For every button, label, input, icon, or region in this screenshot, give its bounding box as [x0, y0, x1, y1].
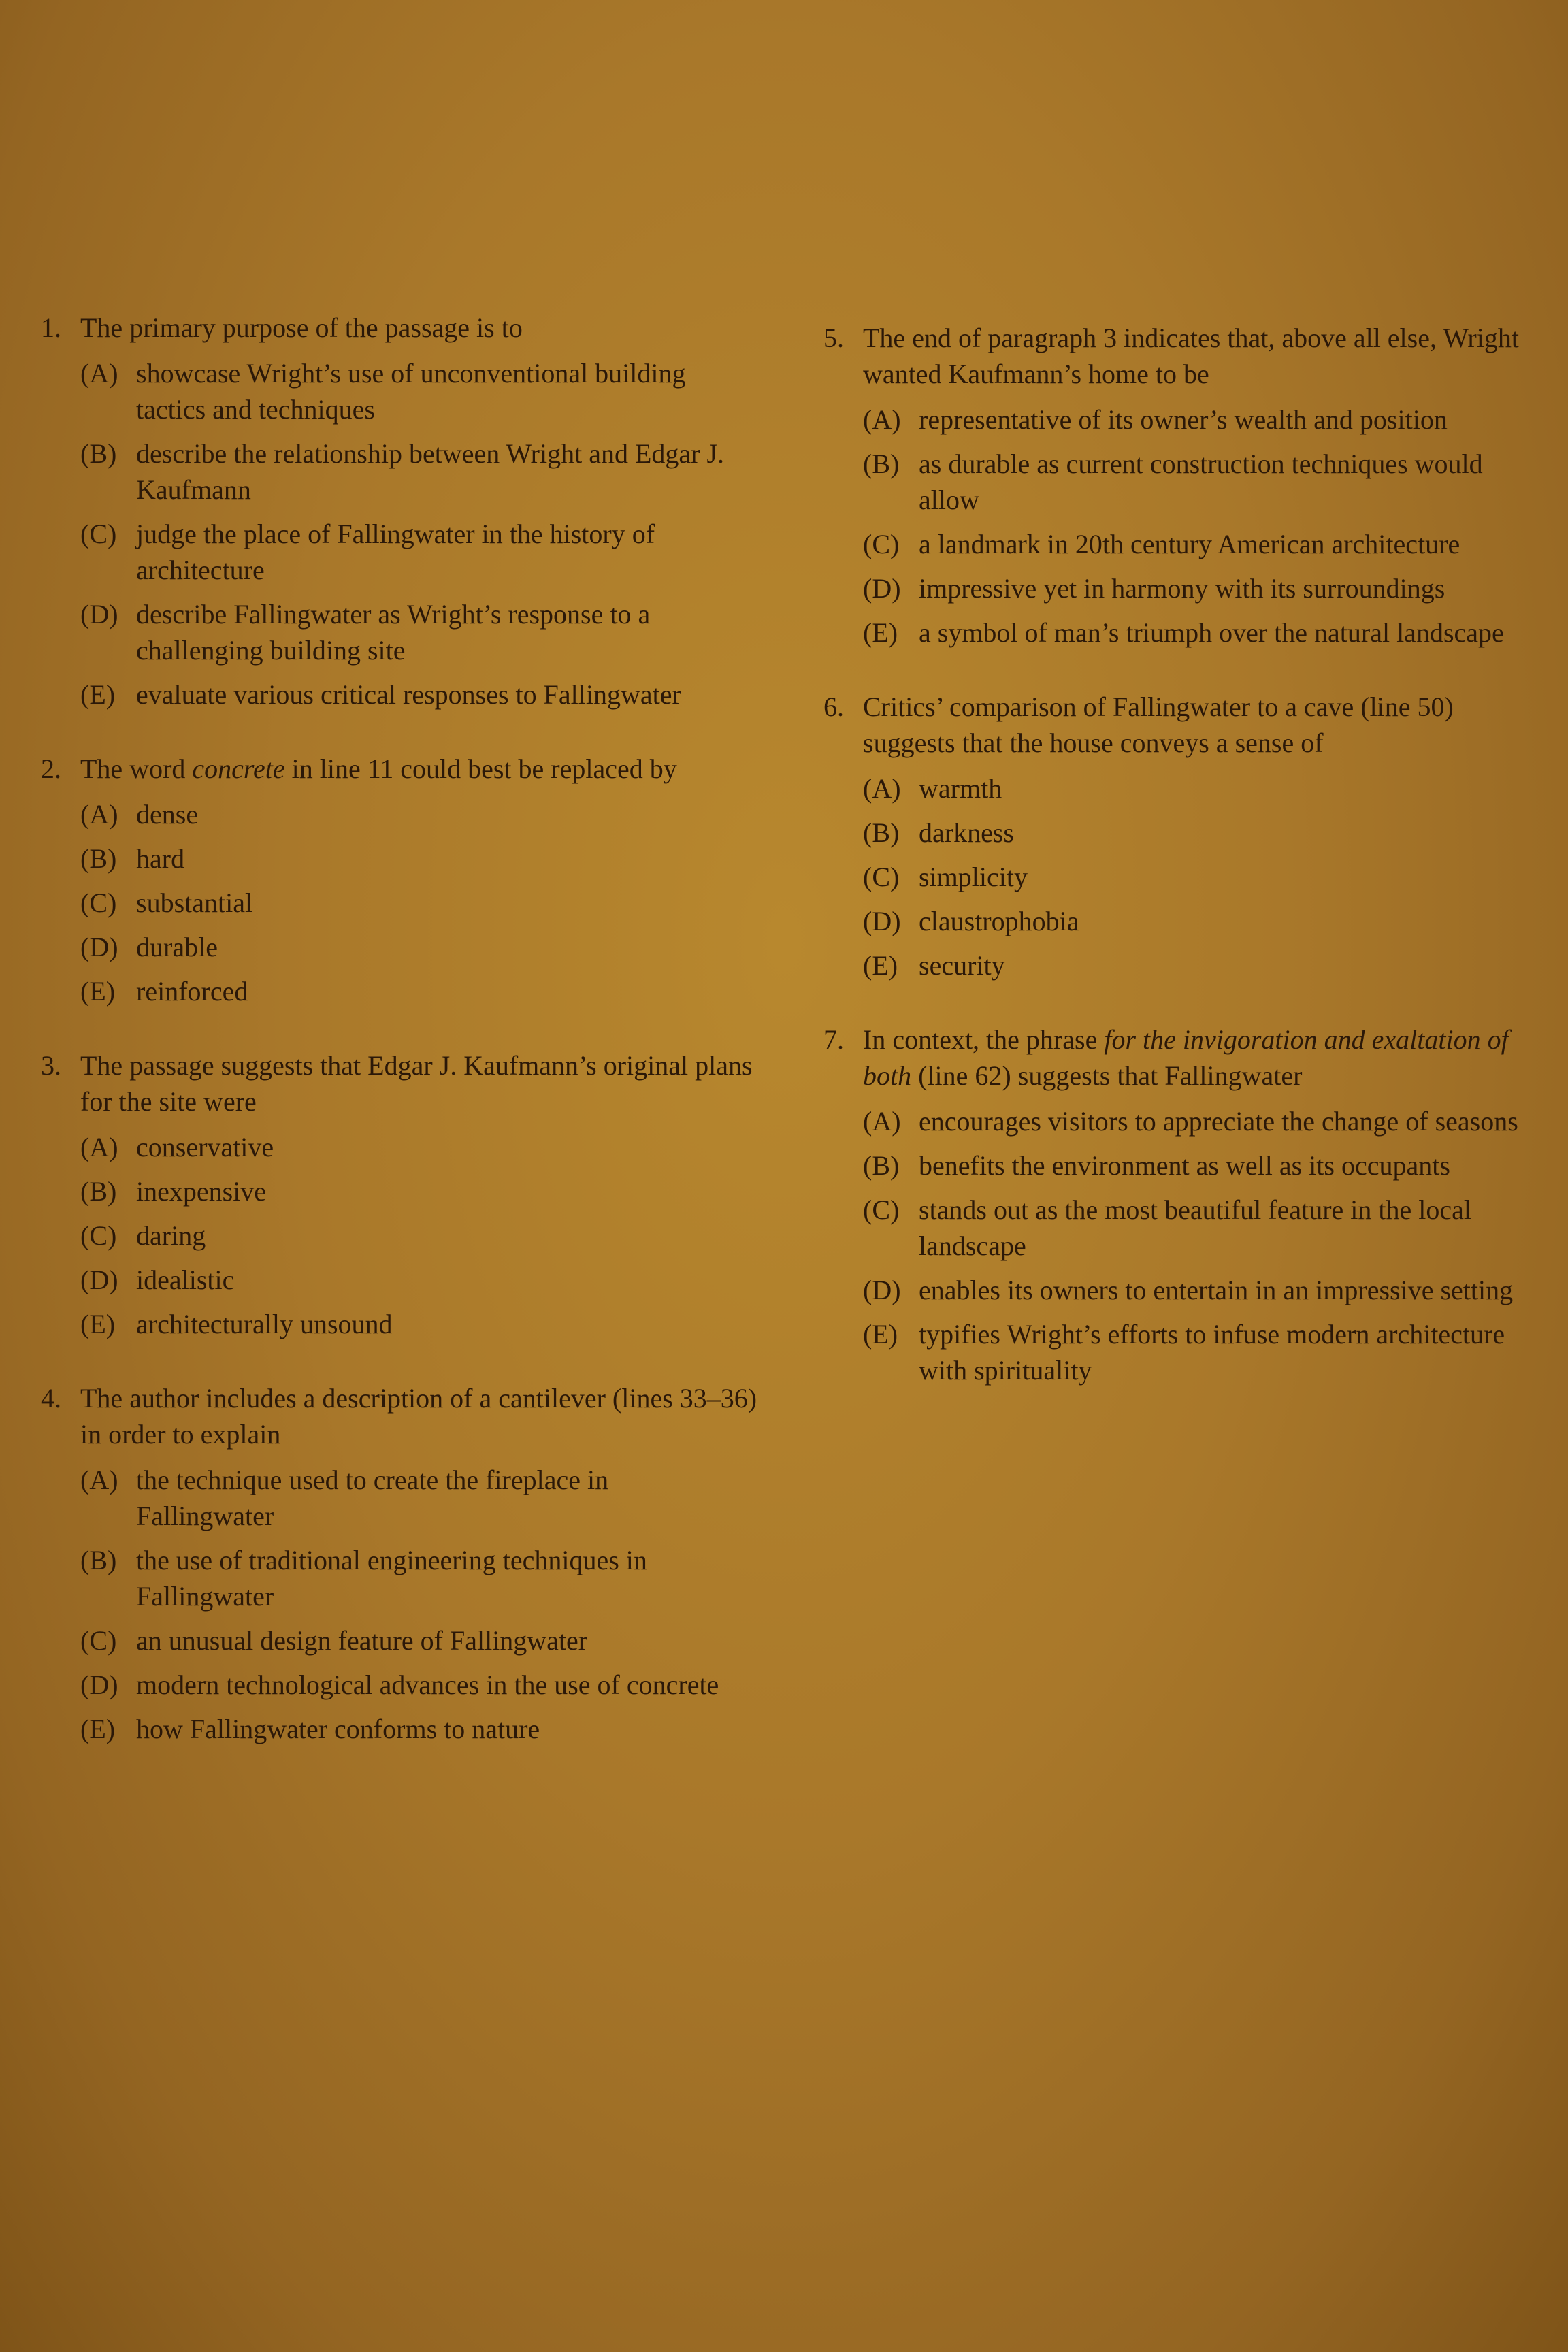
option-letter: (E) — [80, 1309, 116, 1339]
option-letter: (D) — [863, 906, 901, 936]
option-text: an unusual design feature of Fallingwater — [136, 1625, 588, 1656]
option-letter: (D) — [80, 932, 118, 962]
option-letter: (B) — [80, 1545, 117, 1575]
option-text: describe the relationship between Wright and Edgar J. Kaufmann — [136, 438, 725, 505]
option-text: architecturally unsound — [136, 1309, 393, 1339]
stem-text: in line 11 could best be replaced by — [284, 753, 677, 784]
question-number: 1. — [41, 312, 61, 343]
option-letter: (C) — [80, 1625, 117, 1656]
option-letter: (B) — [80, 843, 117, 874]
option-letter: (C) — [863, 862, 900, 892]
stem-text: The word — [80, 753, 193, 784]
option-letter: (A) — [80, 358, 118, 389]
answer-options — [80, 1462, 762, 1747]
answer-option-c — [80, 1622, 762, 1659]
answer-option-e — [80, 973, 762, 1009]
question-stem: The author includes a description of a cantilever (lines 33–36) in order to explain — [80, 1383, 757, 1450]
option-text: judge the place of Fallingwater in the history of architecture — [136, 519, 655, 585]
question-3 — [41, 1047, 762, 1342]
option-letter: (A) — [80, 799, 118, 830]
answer-option-b — [80, 436, 762, 508]
answer-option-d — [863, 1272, 1545, 1308]
answer-option-d — [863, 570, 1545, 606]
answer-options — [863, 402, 1545, 651]
option-letter: (C) — [863, 529, 900, 559]
option-text: security — [919, 950, 1005, 981]
question-stem: The primary purpose of the passage is to — [80, 312, 523, 343]
option-text: benefits the environment as well as its occupants — [919, 1150, 1450, 1181]
option-text: as durable as current construction techniques would allow — [919, 448, 1483, 515]
option-letter: (B) — [80, 1176, 117, 1207]
option-text: reinforced — [136, 976, 248, 1007]
question-1 — [41, 310, 762, 713]
option-text: modern technological advances in the use of concrete — [136, 1669, 719, 1700]
question-stem — [863, 1022, 1545, 1094]
answer-option-c — [863, 526, 1545, 562]
answer-options — [863, 770, 1545, 983]
option-text: claustrophobia — [919, 906, 1079, 936]
option-letter: (A) — [80, 1465, 118, 1495]
option-text: typifies Wright’s efforts to infuse modern architecture with spirituality — [919, 1319, 1505, 1386]
option-letter: (E) — [863, 617, 898, 648]
answer-option-d — [80, 596, 762, 668]
answer-option-c — [80, 516, 762, 588]
question-stem: The passage suggests that Edgar J. Kaufmann’s original plans for the site were — [80, 1050, 753, 1117]
answer-option-d — [80, 1667, 762, 1703]
answer-option-a — [863, 770, 1545, 806]
option-text: encourages visitors to appreciate the change of seasons — [919, 1106, 1518, 1137]
option-text: simplicity — [919, 862, 1028, 892]
answer-option-d — [863, 903, 1545, 939]
question-stem — [80, 751, 762, 787]
option-letter: (D) — [80, 599, 118, 630]
question-2 — [41, 751, 762, 1009]
question-5 — [823, 320, 1545, 651]
question-number: 4. — [41, 1383, 61, 1414]
option-text: the use of traditional engineering techniques in Fallingwater — [136, 1545, 647, 1612]
answer-option-b — [80, 840, 762, 877]
option-text: inexpensive — [136, 1176, 267, 1207]
answer-option-c — [80, 885, 762, 921]
option-text: darkness — [919, 817, 1014, 848]
stem-emphasis: concrete — [192, 753, 285, 784]
option-letter: (B) — [863, 817, 900, 848]
stem-text: (line 62) suggests that Fallingwater — [911, 1060, 1303, 1091]
option-text: evaluate various critical responses to Fallingwater — [136, 679, 681, 710]
option-letter: (B) — [80, 438, 117, 469]
option-text: a symbol of man’s triumph over the natural landscape — [919, 617, 1504, 648]
answer-options — [80, 355, 762, 713]
option-text: warmth — [919, 773, 1002, 804]
answer-option-b — [863, 1147, 1545, 1183]
option-letter: (E) — [863, 950, 898, 981]
option-letter: (E) — [80, 1714, 116, 1744]
option-text: hard — [136, 843, 185, 874]
option-text: describe Fallingwater as Wright’s response to a challenging building site — [136, 599, 651, 666]
option-text: impressive yet in harmony with its surroundings — [919, 573, 1446, 604]
option-letter: (A) — [80, 1132, 118, 1162]
answer-option-e — [863, 615, 1545, 651]
answer-options — [80, 1129, 762, 1342]
option-letter: (C) — [863, 1194, 900, 1225]
answer-option-b — [863, 446, 1545, 518]
option-text: substantial — [136, 887, 253, 918]
answer-option-a — [80, 796, 762, 832]
option-letter: (C) — [80, 887, 117, 918]
answer-option-a — [863, 1103, 1545, 1139]
answer-options — [863, 1103, 1545, 1388]
answer-option-b — [80, 1173, 762, 1209]
right-column — [823, 320, 1545, 1426]
question-number: 7. — [823, 1024, 844, 1055]
question-4 — [41, 1380, 762, 1747]
left-column — [41, 310, 762, 1785]
answer-option-a — [80, 1129, 762, 1165]
question-stem: The end of paragraph 3 indicates that, above all else, Wright wanted Kaufmann’s home to be — [863, 323, 1519, 389]
option-letter: (E) — [863, 1319, 898, 1350]
answer-option-e — [80, 1306, 762, 1342]
answer-option-a — [863, 402, 1545, 438]
option-text: dense — [136, 799, 199, 830]
option-letter: (E) — [80, 976, 116, 1007]
answer-option-b — [80, 1542, 762, 1614]
answer-option-e — [80, 676, 762, 713]
answer-option-e — [863, 947, 1545, 983]
option-letter: (D) — [863, 1275, 901, 1305]
question-7 — [823, 1022, 1545, 1388]
option-letter: (A) — [863, 1106, 901, 1137]
answer-option-c — [80, 1218, 762, 1254]
option-letter: (E) — [80, 679, 116, 710]
question-number: 5. — [823, 323, 844, 353]
answer-option-b — [863, 815, 1545, 851]
question-number: 3. — [41, 1050, 61, 1081]
option-letter: (A) — [863, 404, 901, 435]
option-text: conservative — [136, 1132, 274, 1162]
question-number: 2. — [41, 753, 61, 784]
answer-option-e — [80, 1711, 762, 1747]
option-letter: (D) — [80, 1264, 118, 1295]
option-text: how Fallingwater conforms to nature — [136, 1714, 540, 1744]
option-text: showcase Wright’s use of unconventional building tactics and techniques — [136, 358, 686, 425]
question-number: 6. — [823, 691, 844, 722]
option-text: idealistic — [136, 1264, 235, 1295]
answer-option-c — [863, 1192, 1545, 1264]
option-text: the technique used to create the fireplace in Fallingwater — [136, 1465, 609, 1531]
option-text: durable — [136, 932, 218, 962]
option-text: stands out as the most beautiful feature in the local landscape — [919, 1194, 1471, 1261]
option-letter: (C) — [80, 1220, 117, 1251]
option-text: daring — [136, 1220, 206, 1251]
stem-text: In context, the phrase — [863, 1024, 1105, 1055]
question-stem: Critics’ comparison of Fallingwater to a cave (line 50) suggests that the house conveys a sense of — [863, 691, 1454, 758]
answer-options — [80, 796, 762, 1009]
option-text: representative of its owner’s wealth and position — [919, 404, 1448, 435]
answer-option-a — [80, 355, 762, 427]
option-text: enables its owners to entertain in an impressive setting — [919, 1275, 1514, 1305]
option-text: a landmark in 20th century American architecture — [919, 529, 1460, 559]
question-6 — [823, 689, 1545, 983]
option-letter: (A) — [863, 773, 901, 804]
option-letter: (B) — [863, 448, 900, 479]
answer-option-d — [80, 1262, 762, 1298]
answer-option-a — [80, 1462, 762, 1534]
answer-option-c — [863, 859, 1545, 895]
stem-emphasis: for the invigoration and exaltation of both — [863, 1024, 1509, 1091]
option-letter: (D) — [863, 573, 901, 604]
option-letter: (C) — [80, 519, 117, 549]
option-letter: (B) — [863, 1150, 900, 1181]
option-letter: (D) — [80, 1669, 118, 1700]
answer-option-d — [80, 929, 762, 965]
answer-option-e — [863, 1316, 1545, 1388]
